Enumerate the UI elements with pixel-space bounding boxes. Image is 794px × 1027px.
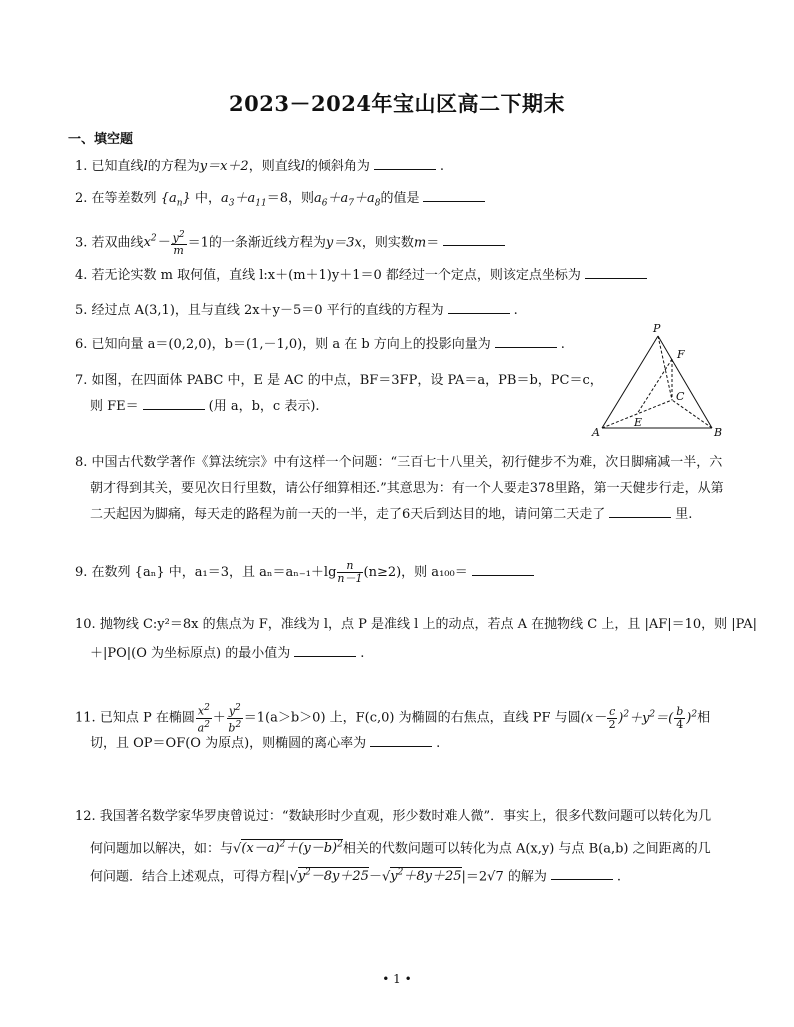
question-11-line-2: 切，且 OP＝OF(O 为原点)，则椭圆的离心率为 . — [90, 736, 441, 751]
label-f: F — [677, 348, 685, 361]
question-number: 2. — [75, 191, 88, 206]
question-12-line-2: 何问题加以解决，如：与$√(x-a)^2+(y-b)^2$相关的代数问题可以转化为点 A(x,y) 与点 B(a,b) 之间距离的几 — [90, 840, 711, 857]
question-8-line-3: 二天起因为脚痛，每天走的路程为前一天的一半，走了6天后到达目的地，请问第二天走了 里. — [90, 507, 693, 522]
label-c: C — [676, 390, 685, 403]
question-number: 10. — [75, 617, 96, 632]
edge-pb — [658, 336, 712, 428]
answer-blank[interactable] — [374, 157, 436, 170]
question-10-line-2: ＋|PO|(O 为坐标原点) 的最小值为 . — [90, 646, 365, 661]
question-number: 5. — [75, 303, 88, 318]
question-12-line-3: 何问题．结合上述观点，可得方程$|√y^2-8y+25-√y^2+8y+25|=2√7$ 的解为 . — [90, 868, 622, 885]
answer-blank[interactable] — [370, 734, 432, 747]
question-6: 6. 已知向量 a＝(0,2,0)，b＝(1,－1,0)，则 a 在 b 方向上的投影向量为 . — [75, 337, 565, 352]
question-12: 12. 我国著名数学家华罗庚曾说过：“数缺形时少直观，形少数时难人微”．事实上，很多代数问题可以转化为几 — [75, 809, 712, 824]
answer-blank[interactable] — [423, 189, 485, 202]
question-3: 3. 若双曲线$x^2-$ $\frac{y^2}{m}$ ＝1的一条渐近线方程为y＝3x，则实数m＝ — [75, 228, 509, 257]
answer-blank[interactable] — [448, 301, 510, 314]
edge-bc — [672, 400, 712, 428]
page-title: 2023－2024年宝山区高二下期末 — [229, 91, 565, 116]
edge-pa — [602, 336, 658, 428]
answer-blank[interactable] — [143, 397, 205, 410]
question-number: 12. — [75, 809, 96, 824]
question-8-line-2: 朝才得到其关，要见次日行里数，请公仔细算相还.”其意思为：有一个人要走378里路，第一天健步行走，从第 — [90, 481, 724, 496]
question-number: 1. — [75, 159, 88, 174]
question-1: 1. 已知直线l的方程为y＝x＋2，则直线l的倾斜角为 . — [75, 159, 445, 174]
question-4: 4. 若无论实数 m 取何值，直线 l:x＋(m＋1)y＋1＝0 都经过一个定点，则该定点坐标为 — [75, 265, 651, 287]
question-2: 2. 在等差数列 $\{a_n\}$ 中，$a_3+a_{11}=8$，则$a_6+a_7+a_8$的值是 — [75, 188, 489, 215]
label-a: A — [592, 426, 600, 439]
answer-blank[interactable] — [551, 867, 613, 880]
section-heading: 一、填空题 — [68, 132, 134, 147]
tetrahedron-diagram — [588, 322, 728, 442]
answer-blank[interactable] — [472, 563, 534, 576]
question-8: 8. 中国古代数学著作《算法统宗》中有这样一个问题：“三百七十八里关，初行健步不为难，次日脚痛减一半，六 — [75, 455, 723, 470]
question-number: 7. — [75, 373, 88, 388]
question-11: 11. 已知点 P 在椭圆 $\frac{x^2}{a^2}$ ＋ $\frac{y^2}{b^2}$ ＝1(a＞b＞0) 上，F(c,0) 为椭圆的右焦点，直线 PF 与圆(x－ $\frac{c}{2}$ )$^2+y^2=$( $\frac{b}{4}$ )$^2$相 — [75, 703, 711, 735]
question-number: 9. — [75, 565, 88, 580]
question-5: 5. 经过点 A(3,1)，且与直线 2x＋y－5＝0 平行的直线的方程为 . — [75, 303, 518, 318]
label-e: E — [634, 416, 643, 429]
question-10: 10. 抛物线 C:y²＝8x 的焦点为 F，准线为 l，点 P 是准线 l 上的动点，若点 A 在抛物线 C 上，且 |AF|＝10，则 |PA| — [75, 617, 757, 632]
question-number: 11. — [75, 710, 96, 726]
question-number: 3. — [75, 235, 88, 251]
label-b: B — [714, 426, 723, 439]
question-number: 6. — [75, 337, 88, 352]
answer-blank[interactable] — [443, 233, 505, 246]
label-p: P — [653, 322, 661, 335]
question-9: 9. 在数列 {aₙ} 中，a₁＝3，且 aₙ＝aₙ₋₁＋lg $\frac{n}{n-1}$ (n≥2)，则 a₁₀₀＝ — [75, 560, 538, 585]
answer-blank[interactable] — [609, 505, 671, 518]
segment-fe — [637, 359, 672, 414]
answer-blank[interactable] — [294, 644, 356, 657]
question-number: 8. — [75, 455, 88, 470]
edge-pc — [658, 336, 672, 400]
answer-blank[interactable] — [585, 266, 647, 279]
page-number: • 1 • — [382, 972, 412, 986]
question-7: 7. 如图，在四面体 PABC 中，E 是 AC 的中点，BF＝3FP，设 PA＝a，PB＝b，PC＝c， — [75, 373, 603, 388]
question-number: 4. — [75, 268, 88, 283]
answer-blank[interactable] — [495, 335, 557, 348]
question-7-line-2: 则 FE＝ (用 a，b，c 表示). — [90, 399, 320, 414]
